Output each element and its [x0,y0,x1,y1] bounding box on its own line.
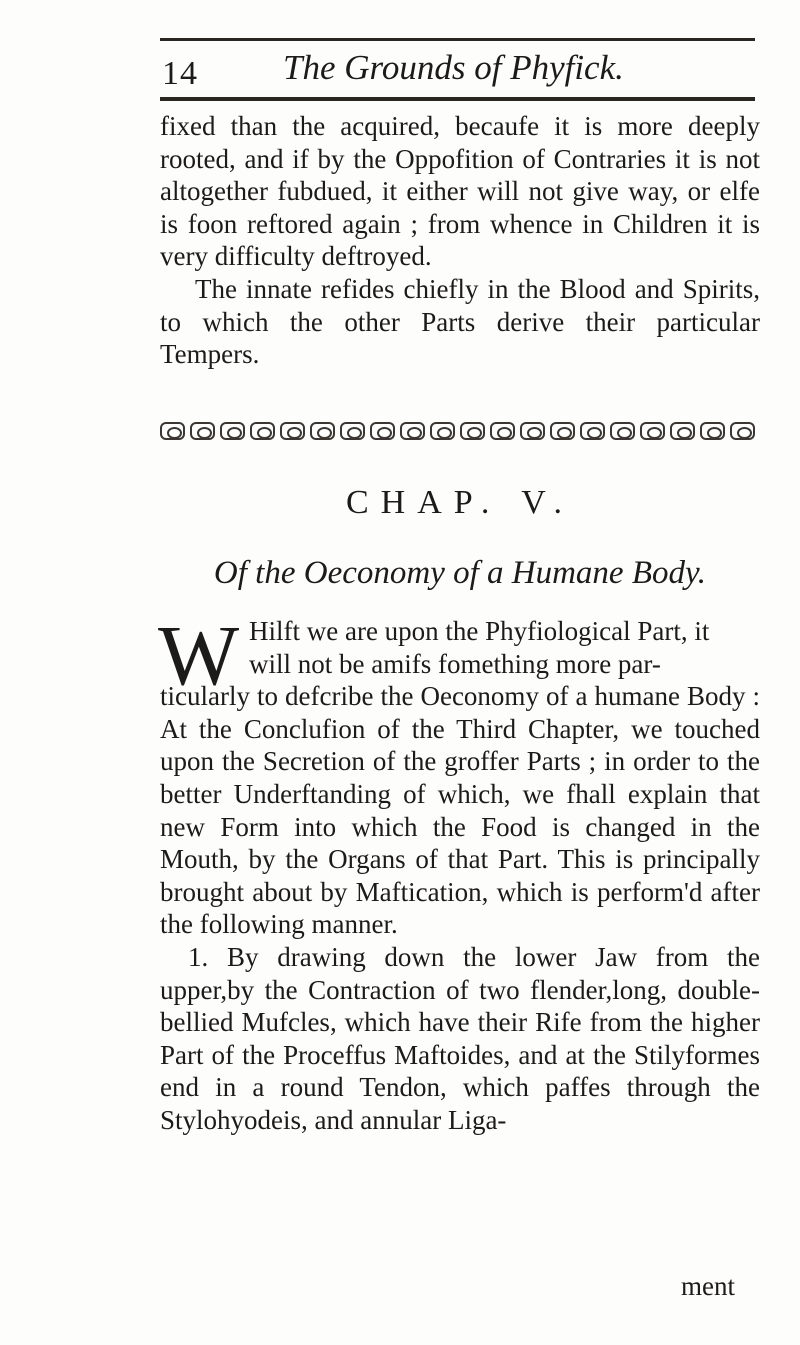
catchword: ment [681,1271,735,1301]
ornament-icon [520,422,545,440]
chapter-title: CHAP. V. [346,484,574,521]
ornament-icon [220,422,245,440]
top-rule [160,38,755,41]
paragraph-mastication: 1. By drawing down the lower Jaw from the upper,by the Contraction of two flender,long, double-bellied Mufcles, which have their Rife from the higher Part of the Proceffus Maftoides, and at the Stilyformes end in a round Tendon, which paffes through the Stylohyodeis, and annular Liga- [160,941,760,1135]
ornament-icon [580,422,605,440]
drop-capital: W [158,607,240,703]
header-rule [160,97,755,101]
ornament-icon [730,422,755,440]
ornament-icon [430,422,455,440]
running-head: The Grounds of Phyfick. [283,48,624,87]
top-text-block [160,110,760,371]
ornament-icon [550,422,575,440]
ornament-icon [340,422,365,440]
ornament-icon [160,422,185,440]
ornamental-border [160,419,755,443]
ornament-icon [460,422,485,440]
paragraph-oeconomy: ticularly to defcribe the Oeconomy of a humane Body : At the Conclufion of the Third Chapter, we touched upon the Secretion of the groffer Parts ; in order to the better Underftanding of which, we fhall explain that new Form into which the Food is changed in the Mouth, by the Organs of that Part. This is principally brought about by Maftication, which is perform'd after the following manner. [160,681,760,940]
ornament-icon [190,422,215,440]
ornament-icon [670,422,695,440]
ornament-icon [400,422,425,440]
chapter-body [158,607,760,1137]
ornament-icon [490,422,515,440]
second-line: will not be amifs fomething more par- [249,648,661,679]
ornament-icon [310,422,335,440]
ornament-icon [700,422,725,440]
chapter-subtitle: Of the Oeconomy of a Humane Body. [213,555,707,591]
ornament-icon [370,422,395,440]
ornament-icon [610,422,635,440]
ornament-icon [280,422,305,440]
first-line: Hilft we are upon the Phyfiological Part, it [249,616,710,646]
ornament-icon [250,422,275,440]
paragraph-innate: The innate refides chiefly in the Blood and Spirits, to which the other Parts derive their particular Tempers. [160,273,760,370]
ornament-icon [640,422,665,440]
paragraph-continuation: fixed than the acquired, becaufe it is more deeply rooted, and if by the Oppofition of Contraries it is not altogether fubdued, it either will not give way, or elfe is foon reftored again ; from whence in Children it is very difficulty deftroyed. [160,111,760,272]
page-number: 14 [162,55,198,92]
